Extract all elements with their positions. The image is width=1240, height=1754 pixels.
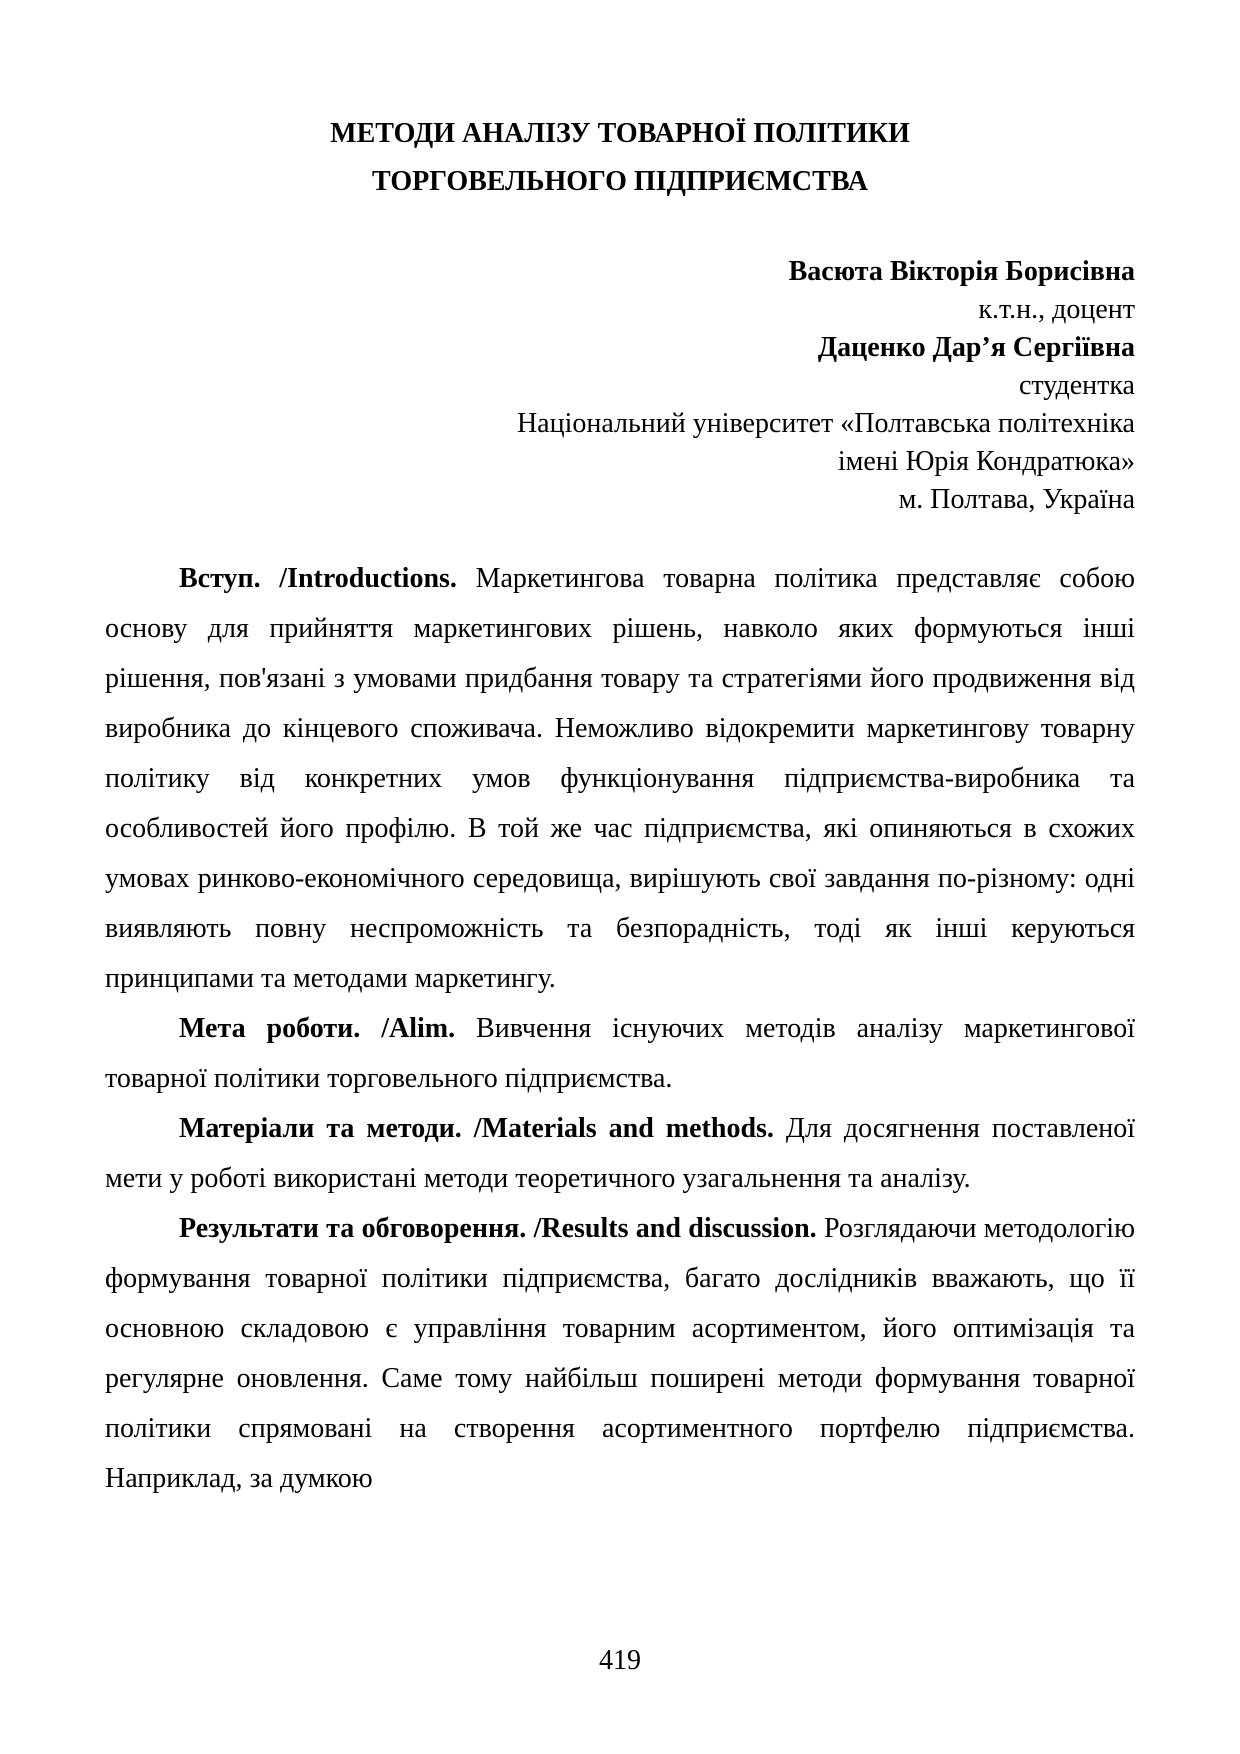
section-heading: Результати та обговорення. /Results and discussion. <box>179 1213 817 1244</box>
author-line: студентка <box>1018 370 1135 401</box>
paragraph-text: Маркетингова товарна політика представляє собою основу для прийняття маркетингових рішень, навколо яких формуються інші рішення, пов'язані з умовами придбання товару та стратегіями його продвиження від виробника до кінцевого споживача. Неможливо відокремити маркетингову товарну політику від конкретних умов функціонування підприємства-виробника та особливостей його профілю. В той же час підприємства, які опиняються в схожих умовах ринково-економічного середовища, вирішують свої завдання по-різному: одні виявляють повну неспроможність та безпорадність, тоді як інші керуються принципами та методами маркетингу. <box>105 563 1136 994</box>
author-line: імені Юрія Кондратюка» <box>837 446 1135 477</box>
body-paragraph <box>105 1004 1135 1104</box>
author-line: м. Полтава, Україна <box>898 484 1135 515</box>
author-line: Васюта Вікторія Борисівна <box>788 256 1135 287</box>
body-paragraph <box>105 1104 1135 1204</box>
author-line: к.т.н., доцент <box>978 294 1135 325</box>
author-line: Національний університет «Полтавська політехніка <box>516 408 1135 439</box>
paragraph-text: Для досягнення поставленої мети у роботі використані методи теоретичного узагальнення та аналізу. <box>105 1113 1136 1194</box>
section-heading: Вступ. /Introductions. <box>179 563 457 594</box>
body-paragraph <box>105 1204 1135 1504</box>
document-title-line2: ТОРГОВЕЛЬНОГО ПІДПРИЄМСТВА <box>372 166 868 197</box>
paragraph-text: Розглядаючи методологію формування товарної політики підприємства, багато дослідників вважають, що її основною складовою є управління товарним асортиментом, його оптимізація та регулярне оновлення. Саме тому найбільш поширені методи формування товарної політики спрямовані на створення асортиментного портфелю підприємства. Наприклад, за думкою <box>105 1213 1136 1494</box>
section-heading: Матеріали та методи. /Materials and methods. <box>179 1113 774 1144</box>
author-line: Даценко Дар’я Сергіївна <box>817 332 1135 363</box>
document-body <box>105 554 1135 1504</box>
document-title <box>105 110 1135 206</box>
document-title-line1: МЕТОДИ АНАЛІЗУ ТОВАРНОЇ ПОЛІТИКИ <box>330 118 910 149</box>
body-paragraph <box>105 554 1135 1004</box>
section-heading: Мета роботи. /Alim. <box>179 1013 456 1044</box>
author-block <box>105 253 1135 519</box>
page-number: 419 <box>599 1645 641 1676</box>
paragraph-text: Вивчення існуючих методів аналізу маркетингової товарної політики торговельного підприємства. <box>105 1013 1135 1094</box>
